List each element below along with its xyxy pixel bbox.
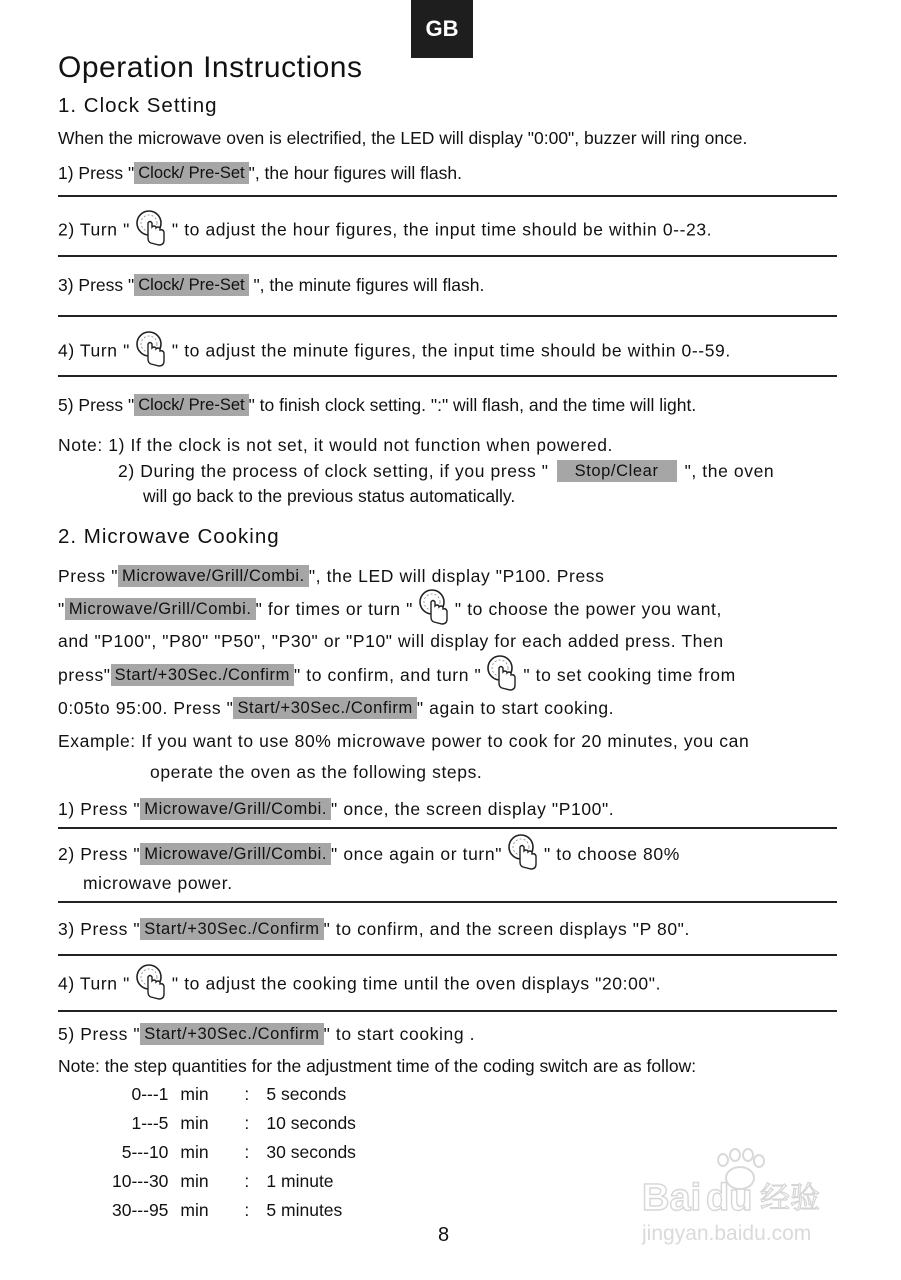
step-separator: : [244, 1142, 250, 1162]
clock-step-5: 5) Press " Clock/ Pre-Set " to finish clock setting. ":" will flash, and the time will light. [58, 395, 697, 415]
step-value: 30 seconds [266, 1142, 356, 1162]
step-table [112, 1080, 406, 1225]
step-range: 10---30 [112, 1171, 169, 1191]
step-value: 1 minute [266, 1171, 334, 1191]
divider [58, 954, 837, 956]
dial-knob-icon [417, 586, 451, 632]
example-step-5: 5) Press " Start/+30Sec./Confirm " to start cooking . [58, 1024, 476, 1044]
step-range: 5---10 [121, 1142, 169, 1162]
page-number: 8 [438, 1224, 450, 1246]
microwave-grill-combi-button: Microwave/Grill/Combi. [140, 843, 331, 865]
section-heading-microwave: 2. Microwave Cooking [58, 525, 280, 548]
step-separator: : [244, 1200, 250, 1220]
divider [58, 315, 837, 317]
step-unit: min [180, 1142, 209, 1162]
divider [58, 827, 837, 829]
example-step-3: 3) Press " Start/+30Sec./Confirm " to confirm, and the screen displays "P 80". [58, 919, 690, 939]
step-unit: min [180, 1084, 209, 1104]
step-separator: : [244, 1113, 250, 1133]
example-step-2: 2) Press " Microwave/Grill/Combi. " once again or turn" " to choose 80% [58, 843, 680, 867]
svg-text:jingyan.baidu.com: jingyan.baidu.com [642, 1222, 812, 1245]
start-confirm-button: Start/+30Sec./Confirm [111, 664, 294, 686]
stop-clear-button: Stop/Clear [557, 460, 677, 482]
dial-knob-icon [134, 328, 168, 374]
clock-step-4: 4) Turn " " to adjust the minute figures, the input time should be within 0--59. [58, 340, 731, 364]
clock-note-1: Note: 1) If the clock is not set, it would not function when powered. [58, 435, 614, 455]
page-title: Operation Instructions [58, 51, 363, 84]
dial-knob-icon [134, 207, 168, 253]
divider [58, 901, 837, 903]
step-value: 10 seconds [266, 1113, 356, 1133]
example-step-2-cont: microwave power. [83, 873, 233, 893]
example-step-1: 1) Press " Microwave/Grill/Combi. " once, the screen display "P100". [58, 799, 615, 819]
step-row [112, 1138, 406, 1167]
step-value: 5 minutes [266, 1200, 343, 1220]
clock-preset-button: Clock/ Pre-Set [134, 274, 248, 296]
step-unit: min [180, 1171, 209, 1191]
step-value: 5 seconds [266, 1084, 347, 1104]
clock-step-1: 1) Press " Clock/ Pre-Set ", the hour figures will flash. [58, 163, 463, 183]
example-line-2: operate the oven as the following steps. [150, 762, 483, 782]
clock-note-2: 2) During the process of clock setting, if you press " Stop/Clear ", the oven [118, 461, 775, 481]
step-separator: : [244, 1171, 250, 1191]
clock-preset-button: Clock/ Pre-Set [134, 394, 248, 416]
step-unit: min [180, 1113, 209, 1133]
start-confirm-button: Start/+30Sec./Confirm [140, 918, 323, 940]
example-line-1: Example: If you want to use 80% microwave power to cook for 20 minutes, you can [58, 731, 750, 751]
step-range: 30---95 [112, 1200, 169, 1220]
svg-text:du: du [706, 1177, 753, 1219]
step-separator: : [244, 1084, 250, 1104]
section-heading-clock: 1. Clock Setting [58, 94, 218, 117]
micro-para-line-2: " Microwave/Grill/Combi. " for times or turn " " to choose the power you want, [58, 598, 722, 622]
clock-intro: When the microwave oven is electrified, the LED will display "0:00", buzzer will ring once. [58, 128, 748, 148]
step-row [112, 1080, 406, 1109]
dial-knob-icon [506, 831, 540, 877]
region-tab: GB [411, 0, 473, 58]
baidu-watermark-logo [640, 1148, 850, 1248]
micro-para-line-1: Press " Microwave/Grill/Combi. ", the LED will display "P100. Press [58, 566, 605, 586]
svg-text:经验: 经验 [760, 1181, 820, 1216]
microwave-grill-combi-button: Microwave/Grill/Combi. [140, 798, 331, 820]
step-range: 0---1 [131, 1084, 169, 1104]
divider [58, 1010, 837, 1012]
clock-preset-button: Clock/ Pre-Set [134, 162, 248, 184]
divider [58, 195, 837, 197]
clock-step-2: 2) Turn " " to adjust the hour figures, the input time should be within 0--23. [58, 219, 712, 243]
example-step-4: 4) Turn " " to adjust the cooking time until the oven displays "20:00". [58, 973, 661, 997]
step-row [112, 1109, 406, 1138]
start-confirm-button: Start/+30Sec./Confirm [140, 1023, 323, 1045]
clock-note-3: will go back to the previous status automatically. [143, 486, 516, 506]
svg-text:Bai: Bai [642, 1177, 702, 1219]
divider [58, 255, 837, 257]
step-unit: min [180, 1200, 209, 1220]
step-row [112, 1167, 406, 1196]
dial-knob-icon [134, 961, 168, 1007]
step-row [112, 1196, 406, 1225]
micro-para-line-3: and "P100", "P80" "P50", "P30" or "P10" will display for each added press. Then [58, 631, 724, 651]
micro-para-line-4: press" Start/+30Sec./Confirm " to confirm, and turn " " to set cooking time from [58, 664, 736, 688]
dial-knob-icon [485, 652, 519, 698]
microwave-grill-combi-button: Microwave/Grill/Combi. [65, 598, 256, 620]
step-range: 1---5 [131, 1113, 169, 1133]
start-confirm-button: Start/+30Sec./Confirm [233, 697, 416, 719]
step-note: Note: the step quantities for the adjustment time of the coding switch are as follow: [58, 1056, 697, 1076]
micro-para-line-5: 0:05to 95:00. Press " Start/+30Sec./Confirm " again to start cooking. [58, 698, 615, 718]
microwave-grill-combi-button: Microwave/Grill/Combi. [118, 565, 309, 587]
divider [58, 375, 837, 377]
clock-step-3: 3) Press " Clock/ Pre-Set ", the minute figures will flash. [58, 275, 485, 295]
